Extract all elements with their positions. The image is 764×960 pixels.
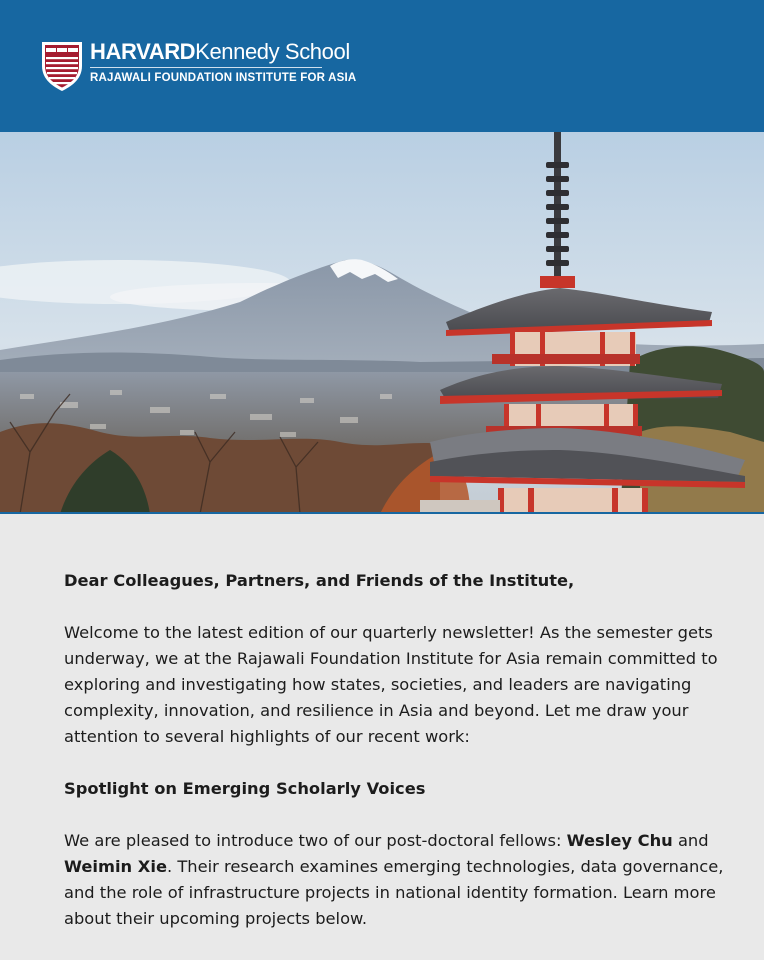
section-heading: Spotlight on Emerging Scholarly Voices: [64, 779, 426, 798]
intro-paragraph: Welcome to the latest edition of our quarterly newsletter! As the semester gets underway, we at the Rajawali Foundation Institute for Asia remain committed to exploring and investigating how states, societies, and leaders are navigating complexity, innovation, and resilience in Asia and beyond. Let me draw your attention to several highlights of our recent work:: [64, 623, 718, 746]
pagoda-mount-fuji-photo: [0, 132, 764, 514]
fellows-connector: and: [672, 831, 709, 850]
org-name-bold: HARVARD: [90, 39, 196, 64]
hero-image: [0, 132, 764, 514]
fellow-name-1: Wesley Chu: [566, 831, 673, 850]
institute-name: RAJAWALI FOUNDATION INSTITUTE FOR ASIA: [90, 72, 357, 84]
header-banner: [0, 0, 764, 132]
fellows-tail-text: . Their research examines emerging technologies, data governance, and the role of infrastructure projects in national identity formation. Learn more about their upcoming projects below.: [64, 857, 724, 928]
logo-divider: [90, 67, 322, 68]
org-name: [90, 40, 356, 64]
shield-icon: [40, 40, 84, 92]
greeting: Dear Colleagues, Partners, and Friends of the Institute,: [64, 571, 575, 590]
org-name-rest: Kennedy School: [195, 39, 350, 64]
fellows-lead-text: We are pleased to introduce two of our post-doctoral fellows:: [64, 831, 567, 850]
newsletter-letter: [64, 568, 724, 958]
hks-logo[interactable]: [40, 40, 356, 92]
fellow-name-2: Weimin Xie: [64, 857, 167, 876]
fellows-paragraph: [64, 828, 724, 932]
